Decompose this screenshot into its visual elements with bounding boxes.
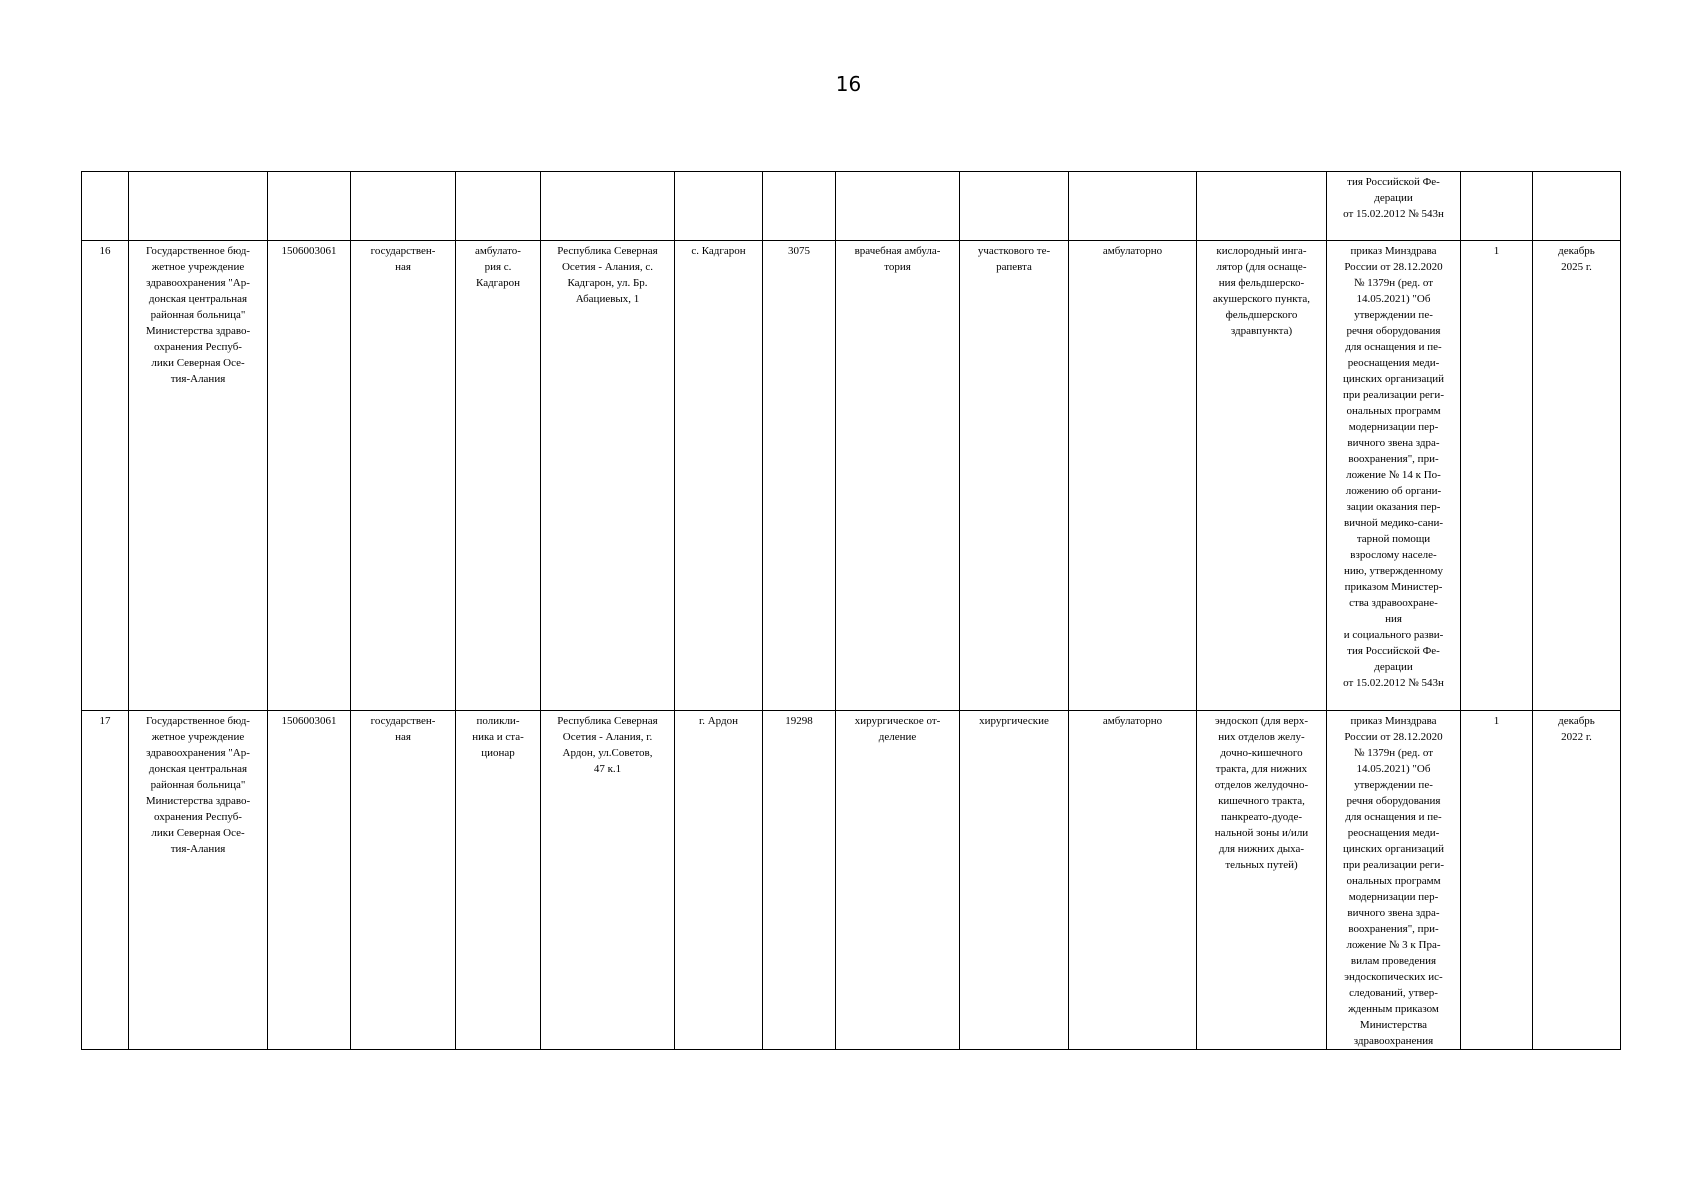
cell-subdivision: врачебная амбула- тория [836,241,960,711]
cell-code: 1506003061 [268,241,351,711]
cell-deadline: декабрь 2022 г. [1533,711,1621,1050]
cell-settlement: г. Ардон [675,711,763,1050]
cell-num: 17 [82,711,129,1050]
cell-care-form [1069,172,1197,241]
cell-facility: амбулато- рия с. Кадгарон [456,241,541,711]
cell-equipment: эндоскоп (для верх- них отделов желу- дочно-кишечного тракта, для нижних отделов желудочно- кишечного тракта, панкреато-дуоде- нальной зоны и/или для нижних дыха- тельных путей) [1197,711,1327,1050]
cell-subdivision [836,172,960,241]
cell-ownership: государствен- ная [351,241,456,711]
cell-subdivision: хирургическое от- деление [836,711,960,1050]
cell-address: Республика Северная Осетия - Алания, г. Ардон, ул.Советов, 47 к.1 [541,711,675,1050]
cell-quantity [1461,172,1533,241]
cell-organization: Государственное бюд- жетное учреждение здравоохранения "Ар- донская центральная районная больница" Министерства здраво- охранения Респуб- лики Северная Осе- тия-Алания [129,241,268,711]
cell-address: Республика Северная Осетия - Алания, с. Кадгарон, ул. Бр. Абациевых, 1 [541,241,675,711]
cell-deadline: декабрь 2025 г. [1533,241,1621,711]
cell-organization [129,172,268,241]
cell-num: 16 [82,241,129,711]
table-row-continuation [82,172,1621,241]
cell-equipment: кислородный инга- лятор (для оснаще- ния фельдшерско- акушерского пункта, фельдшерского здравпункта) [1197,241,1327,711]
cell-code: 1506003061 [268,711,351,1050]
cell-ownership: государствен- ная [351,711,456,1050]
cell-cabinet: участкового те- рапевта [960,241,1069,711]
page-number: 16 [835,72,862,96]
cell-address [541,172,675,241]
cell-num [82,172,129,241]
cell-organization: Государственное бюд- жетное учреждение здравоохранения "Ар- донская центральная районная больница" Министерства здраво- охранения Респуб- лики Северная Осе- тия-Алания [129,711,268,1050]
cell-cabinet: хирургические [960,711,1069,1050]
cell-settlement: с. Кадгарон [675,241,763,711]
cell-code [268,172,351,241]
cell-quantity: 1 [1461,711,1533,1050]
table-row [82,711,1621,1050]
cell-population: 3075 [763,241,836,711]
cell-population: 19298 [763,711,836,1050]
cell-legal-basis: приказ Минздрава России от 28.12.2020 № 1379н (ред. от 14.05.2021) "Об утверждении пе- речня оборудования для оснащения и пе- реоснащения меди- цинских организаций при реализации реги- ональных программ модернизации пер- вичного звена здра- воохранения", при- ложение № 3 к Пра- вилам проведения эндоскопических ис- следований, утвер- жденным приказом Министерства здравоохранения [1327,711,1461,1050]
cell-quantity: 1 [1461,241,1533,711]
cell-ownership [351,172,456,241]
cell-population [763,172,836,241]
cell-facility: поликли- ника и ста- ционар [456,711,541,1050]
cell-legal-basis: приказ Минздрава России от 28.12.2020 № 1379н (ред. от 14.05.2021) "Об утверждении пе- речня оборудования для оснащения и пе- реоснащения меди- цинских организаций при реализации реги- ональных программ модернизации пер- вичного звена здра- воохранения", при- ложение № 14 к По- ложению об органи- зации оказания пер- вичной медико-сани- тарной помощи взрослому населе- нию, утвержденному приказом Министер- ства здравоохране- ния и социального разви- тия Российской Фе- дерации от 15.02.2012 № 543н [1327,241,1461,711]
cell-cabinet [960,172,1069,241]
cell-deadline [1533,172,1621,241]
cell-care-form: амбулаторно [1069,241,1197,711]
cell-facility [456,172,541,241]
cell-legal-basis: тия Российской Фе- дерации от 15.02.2012 № 543н [1327,172,1461,241]
equipment-table [81,171,1621,1050]
cell-care-form: амбулаторно [1069,711,1197,1050]
cell-equipment [1197,172,1327,241]
cell-settlement [675,172,763,241]
table-row [82,241,1621,711]
